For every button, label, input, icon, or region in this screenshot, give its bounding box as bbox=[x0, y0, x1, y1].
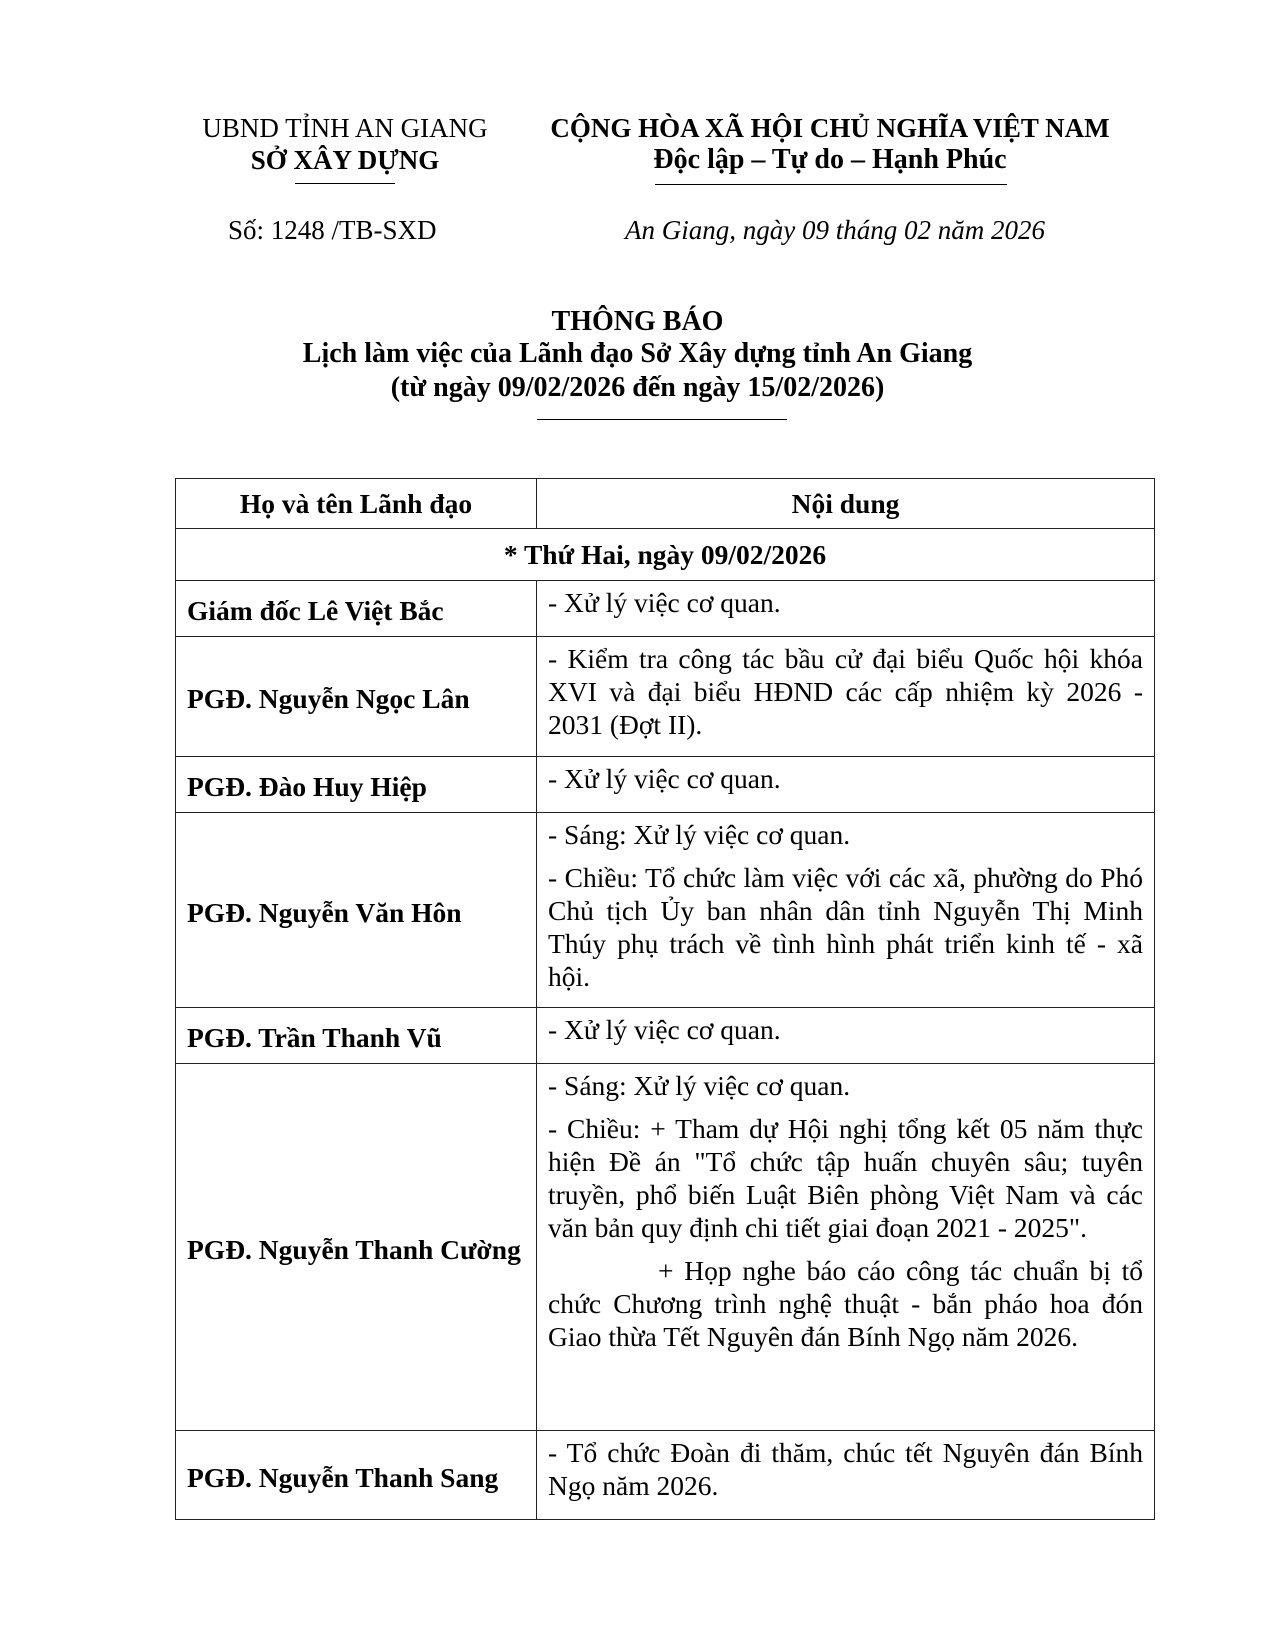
table-row bbox=[176, 581, 1155, 637]
schedule-content bbox=[537, 1008, 1155, 1064]
motto-underline bbox=[655, 184, 1007, 185]
schedule-content bbox=[537, 813, 1155, 1008]
table-row bbox=[176, 637, 1155, 757]
table-row bbox=[176, 813, 1155, 1008]
document-date: An Giang, ngày 09 tháng 02 năm 2026 bbox=[625, 215, 1045, 245]
content-line: - Xử lý việc cơ quan. bbox=[548, 1014, 781, 1045]
schedule-content bbox=[537, 1064, 1155, 1431]
notice-period: (từ ngày 09/02/2026 đến ngày 15/02/2026) bbox=[390, 372, 885, 403]
leader-name: PGĐ. Nguyễn Ngọc Lân bbox=[176, 637, 537, 757]
content-line: + Họp nghe báo cáo công tác chuẩn bị tổ chức Chương trình nghệ thuật - bắn pháo hoa đón Giao thừa Tết Nguyên đán Bính Ngọ năm 2026. bbox=[548, 1255, 1143, 1352]
table-row bbox=[176, 1064, 1155, 1431]
leader-name: PGĐ. Đào Huy Hiệp bbox=[176, 757, 537, 813]
title-underline bbox=[537, 419, 787, 420]
leader-name: PGĐ. Trần Thanh Vũ bbox=[176, 1008, 537, 1064]
document-number: Số: 1248 /TB-SXD bbox=[228, 215, 437, 245]
national-title: CỘNG HÒA XÃ HỘI CHỦ NGHĨA VIỆT NAM bbox=[550, 113, 1110, 143]
content-line: - Chiều: Tổ chức làm việc với các xã, phường do Phó Chủ tịch Ủy ban nhân dân tỉnh Nguyễn Thị Minh Thúy phụ trách về tình hình phát triển kinh tế - xã hội. bbox=[548, 862, 1143, 992]
schedule-content bbox=[537, 757, 1155, 813]
table-row bbox=[176, 1008, 1155, 1064]
content-line: - Xử lý việc cơ quan. bbox=[548, 763, 781, 794]
table-header-row bbox=[176, 479, 1155, 529]
header-content: Nội dung bbox=[537, 479, 1155, 529]
content-line: - Sáng: Xử lý việc cơ quan. bbox=[548, 819, 851, 850]
content-line: - Sáng: Xử lý việc cơ quan. bbox=[548, 1070, 851, 1101]
leader-name: Giám đốc Lê Việt Bắc bbox=[176, 581, 537, 637]
department-underline bbox=[295, 183, 395, 184]
issuing-department: SỞ XÂY DỰNG bbox=[250, 145, 440, 175]
table-row bbox=[176, 757, 1155, 813]
notice-title: THÔNG BÁO bbox=[551, 306, 724, 337]
schedule-content bbox=[537, 1431, 1155, 1520]
schedule-content bbox=[537, 581, 1155, 637]
notice-subtitle: Lịch làm việc của Lãnh đạo Sở Xây dựng tỉnh An Giang bbox=[302, 338, 973, 369]
day-row bbox=[176, 529, 1155, 581]
content-line: - Kiểm tra công tác bầu cử đại biểu Quốc hội khóa XVI và đại biểu HĐND các cấp nhiệm kỳ 2026 - 2031 (Đợt II). bbox=[548, 643, 1143, 740]
leader-name: PGĐ. Nguyễn Thanh Sang bbox=[176, 1431, 537, 1520]
leader-name: PGĐ. Nguyễn Thanh Cường bbox=[176, 1064, 537, 1431]
national-motto: Độc lập – Tự do – Hạnh Phúc bbox=[653, 144, 1007, 175]
content-line: - Xử lý việc cơ quan. bbox=[548, 587, 781, 618]
schedule-content bbox=[537, 637, 1155, 757]
day-label: * Thứ Hai, ngày 09/02/2026 bbox=[176, 529, 1155, 581]
leader-name: PGĐ. Nguyễn Văn Hôn bbox=[176, 813, 537, 1008]
content-line: - Chiều: + Tham dự Hội nghị tổng kết 05 năm thực hiện Đề án "Tổ chức tập huấn chuyên sâu; tuyên truyền, phổ biến Luật Biên phòng Việt Nam và các văn bản quy định chi tiết giai đoạn 2021 - 2025". bbox=[548, 1113, 1143, 1243]
schedule-table bbox=[175, 478, 1155, 1520]
issuing-authority: UBND TỈNH AN GIANG bbox=[202, 113, 488, 143]
table-row bbox=[176, 1431, 1155, 1520]
header-leader-name: Họ và tên Lãnh đạo bbox=[176, 479, 537, 529]
content-line: - Tổ chức Đoàn đi thăm, chúc tết Nguyên đán Bính Ngọ năm 2026. bbox=[548, 1437, 1143, 1501]
